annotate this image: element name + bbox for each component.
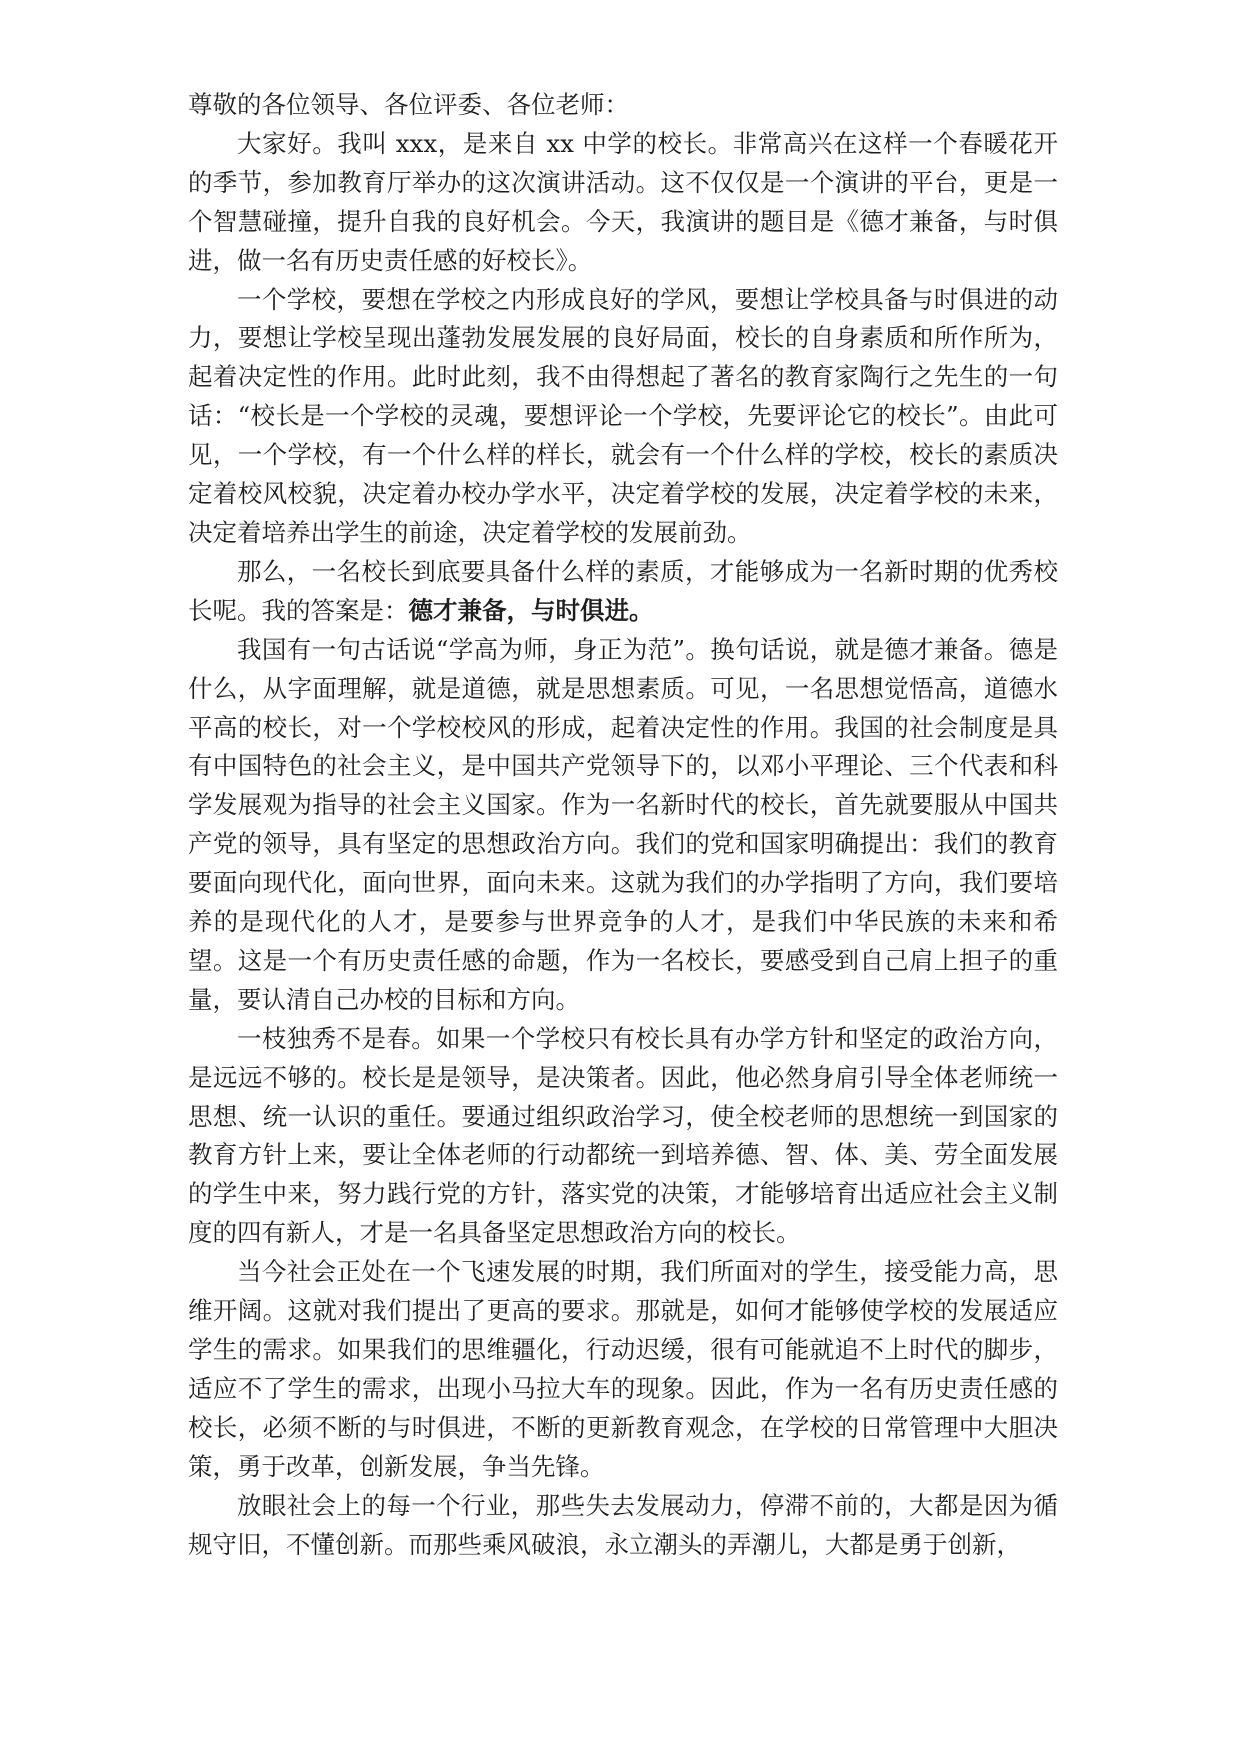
salutation: 尊敬的各位领导、各位评委、各位老师： bbox=[188, 90, 629, 119]
answer-emphasis: 德才兼备，与时俱进。 bbox=[408, 595, 654, 625]
document-body bbox=[188, 86, 1058, 1564]
paragraph-answer bbox=[188, 553, 1058, 631]
paragraph-unity: 一枝独秀不是春。如果一个学校只有校长具有办学方针和坚定的政治方向，是远远不够的。校长是是领导，是决策者。因此，他必然身肩引导全体老师统一思想、统一认识的重任。要通过组织政治学习，使全校老师的思想统一到国家的教育方针上来，要让全体老师的行动都统一到培养德、智、体、美、劳全面发展的学生中来，努力践行党的方针，落实党的决策，才能够培育出适应社会主义制度的四有新人，才是一名具备坚定思想政治方向的校长。 bbox=[188, 1023, 1058, 1248]
paragraph-innovation: 放眼社会上的每一个行业，那些失去发展动力，停滞不前的，大都是因为循规守旧，不懂创新。而那些乘风破浪，永立潮头的弄潮儿，大都是勇于创新， bbox=[188, 1490, 1058, 1559]
paragraph-greeting: 大家好。我叫 xxx，是来自 xx 中学的校长。非常高兴在这样一个春暖花开的季节，参加教育厅举办的这次演讲活动。这不仅仅是一个演讲的平台，更是一个智慧碰撞，提升自我的良好机会。今天，我演讲的题目是《德才兼备，与时俱进，做一名有历史责任感的好校长》。 bbox=[188, 128, 1058, 275]
paragraph-virtue: 我国有一句古话说“学高为师，身正为范”。换句话说，就是德才兼备。德是什么，从字面理解，就是道德，就是思想素质。可见，一名思想觉悟高，道德水平高的校长，对一个学校校风的形成，起着决定性的作用。我国的社会制度是具有中国特色的社会主义，是中国共产党领导下的，以邓小平理论、三个代表和科学发展观为指导的社会主义国家。作为一名新时代的校长，首先就要服从中国共产党的领导，具有坚定的思想政治方向。我们的党和国家明确提出：我们的教育要面向现代化，面向世界，面向未来。这就为我们的办学指明了方向，我们要培养的是现代化的人才，是要参与世界竞争的人才，是我们中华民族的未来和希望。这是一个有历史责任感的命题，作为一名校长，要感受到自己肩上担子的重量，要认清自己办校的目标和方向。 bbox=[188, 634, 1058, 1014]
answer-lead: 那么，一名校长到底要具备什么样的素质，才能够成为一名新时期的优秀校长呢。我的答案是： bbox=[188, 556, 1058, 625]
paragraph-progress: 当今社会正处在一个飞速发展的时期，我们所面对的学生，接受能力高，思维开阔。这就对我们提出了更高的要求。那就是，如何才能够使学校的发展适应学生的需求。如果我们的思维疆化，行动迟缓，很有可能就追不上时代的脚步，适应不了学生的需求，出现小马拉大车的现象。因此，作为一名有历史责任感的校长，必须不断的与时俱进，不断的更新教育观念，在学校的日常管理中大胆决策，勇于改革，创新发展，争当先锋。 bbox=[188, 1257, 1058, 1481]
paragraph-principal-role: 一个学校，要想在学校之内形成良好的学风，要想让学校具备与时俱进的动力，要想让学校呈现出蓬勃发展发展的良好局面，校长的自身素质和所作所为，起着决定性的作用。此时此刻，我不由得想起了著名的教育家陶行之先生的一句话：“校长是一个学校的灵魂，要想评论一个学校，先要评论它的校长”。由此可见，一个学校，有一个什么样的样长，就会有一个什么样的学校，校长的素质决定着校风校貌，决定着办校办学水平，决定着学校的发展，决定着学校的未来，决定着培养出学生的前途，决定着学校的发展前劲。 bbox=[188, 284, 1058, 547]
